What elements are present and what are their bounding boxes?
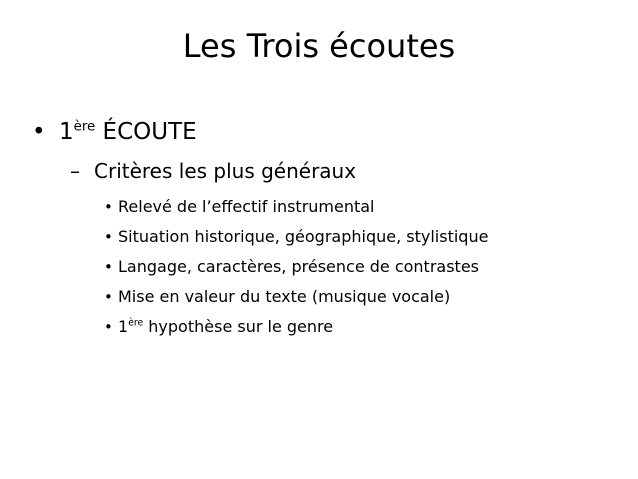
list-item — [104, 312, 488, 342]
list-item-text: Relevé de l’effectif instrumental — [118, 197, 375, 216]
level1-text: ÉCOUTE — [95, 119, 197, 145]
list-item-text: hypothèse sur le genre — [143, 317, 334, 336]
list-item-text: Mise en valeur du texte (musique vocale) — [118, 287, 451, 306]
bullet-icon: • — [104, 258, 113, 276]
bullet-icon: • — [104, 318, 113, 336]
bullet-level2 — [70, 157, 356, 185]
bullet-icon: • — [32, 119, 46, 145]
level3-list — [104, 192, 488, 342]
level1-superscript: ère — [73, 119, 96, 135]
bullet-icon: • — [104, 288, 113, 306]
bullet-icon: • — [104, 198, 113, 216]
list-item-superscript: ère — [128, 317, 144, 329]
bullet-icon: • — [104, 228, 113, 246]
list-item-text: Situation historique, géographique, stylistique — [118, 227, 489, 246]
level2-text: Critères les plus généraux — [94, 159, 357, 183]
slide-title: Les Trois écoutes — [182, 27, 456, 65]
list-item — [104, 222, 488, 252]
list-item — [104, 192, 488, 222]
list-item-text: Langage, caractères, présence de contrastes — [118, 257, 479, 276]
level1-number: 1 — [59, 119, 74, 145]
bullet-level1 — [32, 116, 197, 148]
dash-icon: – — [70, 159, 80, 183]
list-item-number: 1 — [118, 317, 129, 336]
list-item — [104, 282, 488, 312]
list-item — [104, 252, 488, 282]
